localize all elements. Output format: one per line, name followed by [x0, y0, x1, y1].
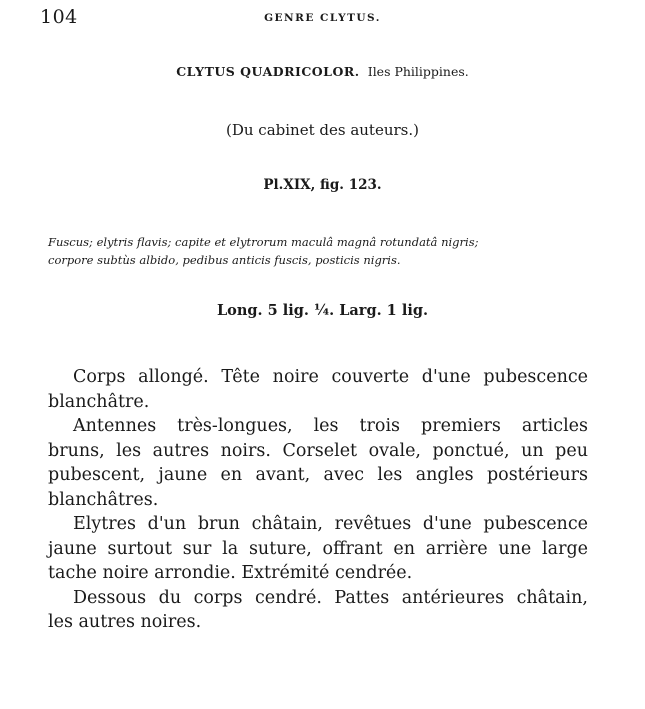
body-line: tache noire arrondie. Extrémité cendrée. [48, 563, 413, 583]
page-number: 104 [40, 6, 78, 28]
body-line: Antennes très-longues, les trois premiers articles [73, 416, 588, 436]
body-line: Elytres d'un brun châtain, revêtues d'une pubescence [73, 514, 588, 534]
body-line: Corps allongé. Tête noire couverte d'une pubescence [73, 367, 588, 387]
species-heading [0, 64, 645, 80]
body-line: pubescent, jaune en avant, avec les angles postérieurs [48, 465, 588, 485]
body-line: les autres noires. [48, 612, 202, 632]
species-locality: Iles Philippines. [367, 64, 469, 79]
latin-description [48, 233, 588, 269]
latin-line: Fuscus; elytris flavis; capite et elytrorum maculâ magnâ rotundatâ nigris; [48, 235, 479, 249]
plate-reference: Pl.XIX, fig. 123. [263, 177, 382, 193]
body-line: Dessous du corps cendré. Pattes antérieures châtain, [73, 587, 588, 608]
species-name: CLYTUS QUADRICOLOR. [176, 64, 360, 79]
measurements: Long. 5 lig. ¼. Larg. 1 lig. [216, 302, 429, 319]
latin-line: corpore subtùs albido, pedibus anticis fuscis, posticis nigris. [48, 253, 401, 267]
running-header: GENRE CLYTUS. [264, 12, 381, 24]
body-line: blanchâtres. [48, 489, 159, 510]
body-line: bruns, les autres noirs. Corselet ovale, ponctué, un peu [48, 440, 588, 461]
body-text [48, 365, 588, 635]
cabinet-note: (Du cabinet des auteurs.) [226, 121, 419, 139]
body-line: blanchâtre. [48, 391, 150, 412]
body-line: jaune surtout sur la suture, offrant en arrière une large [48, 538, 588, 559]
